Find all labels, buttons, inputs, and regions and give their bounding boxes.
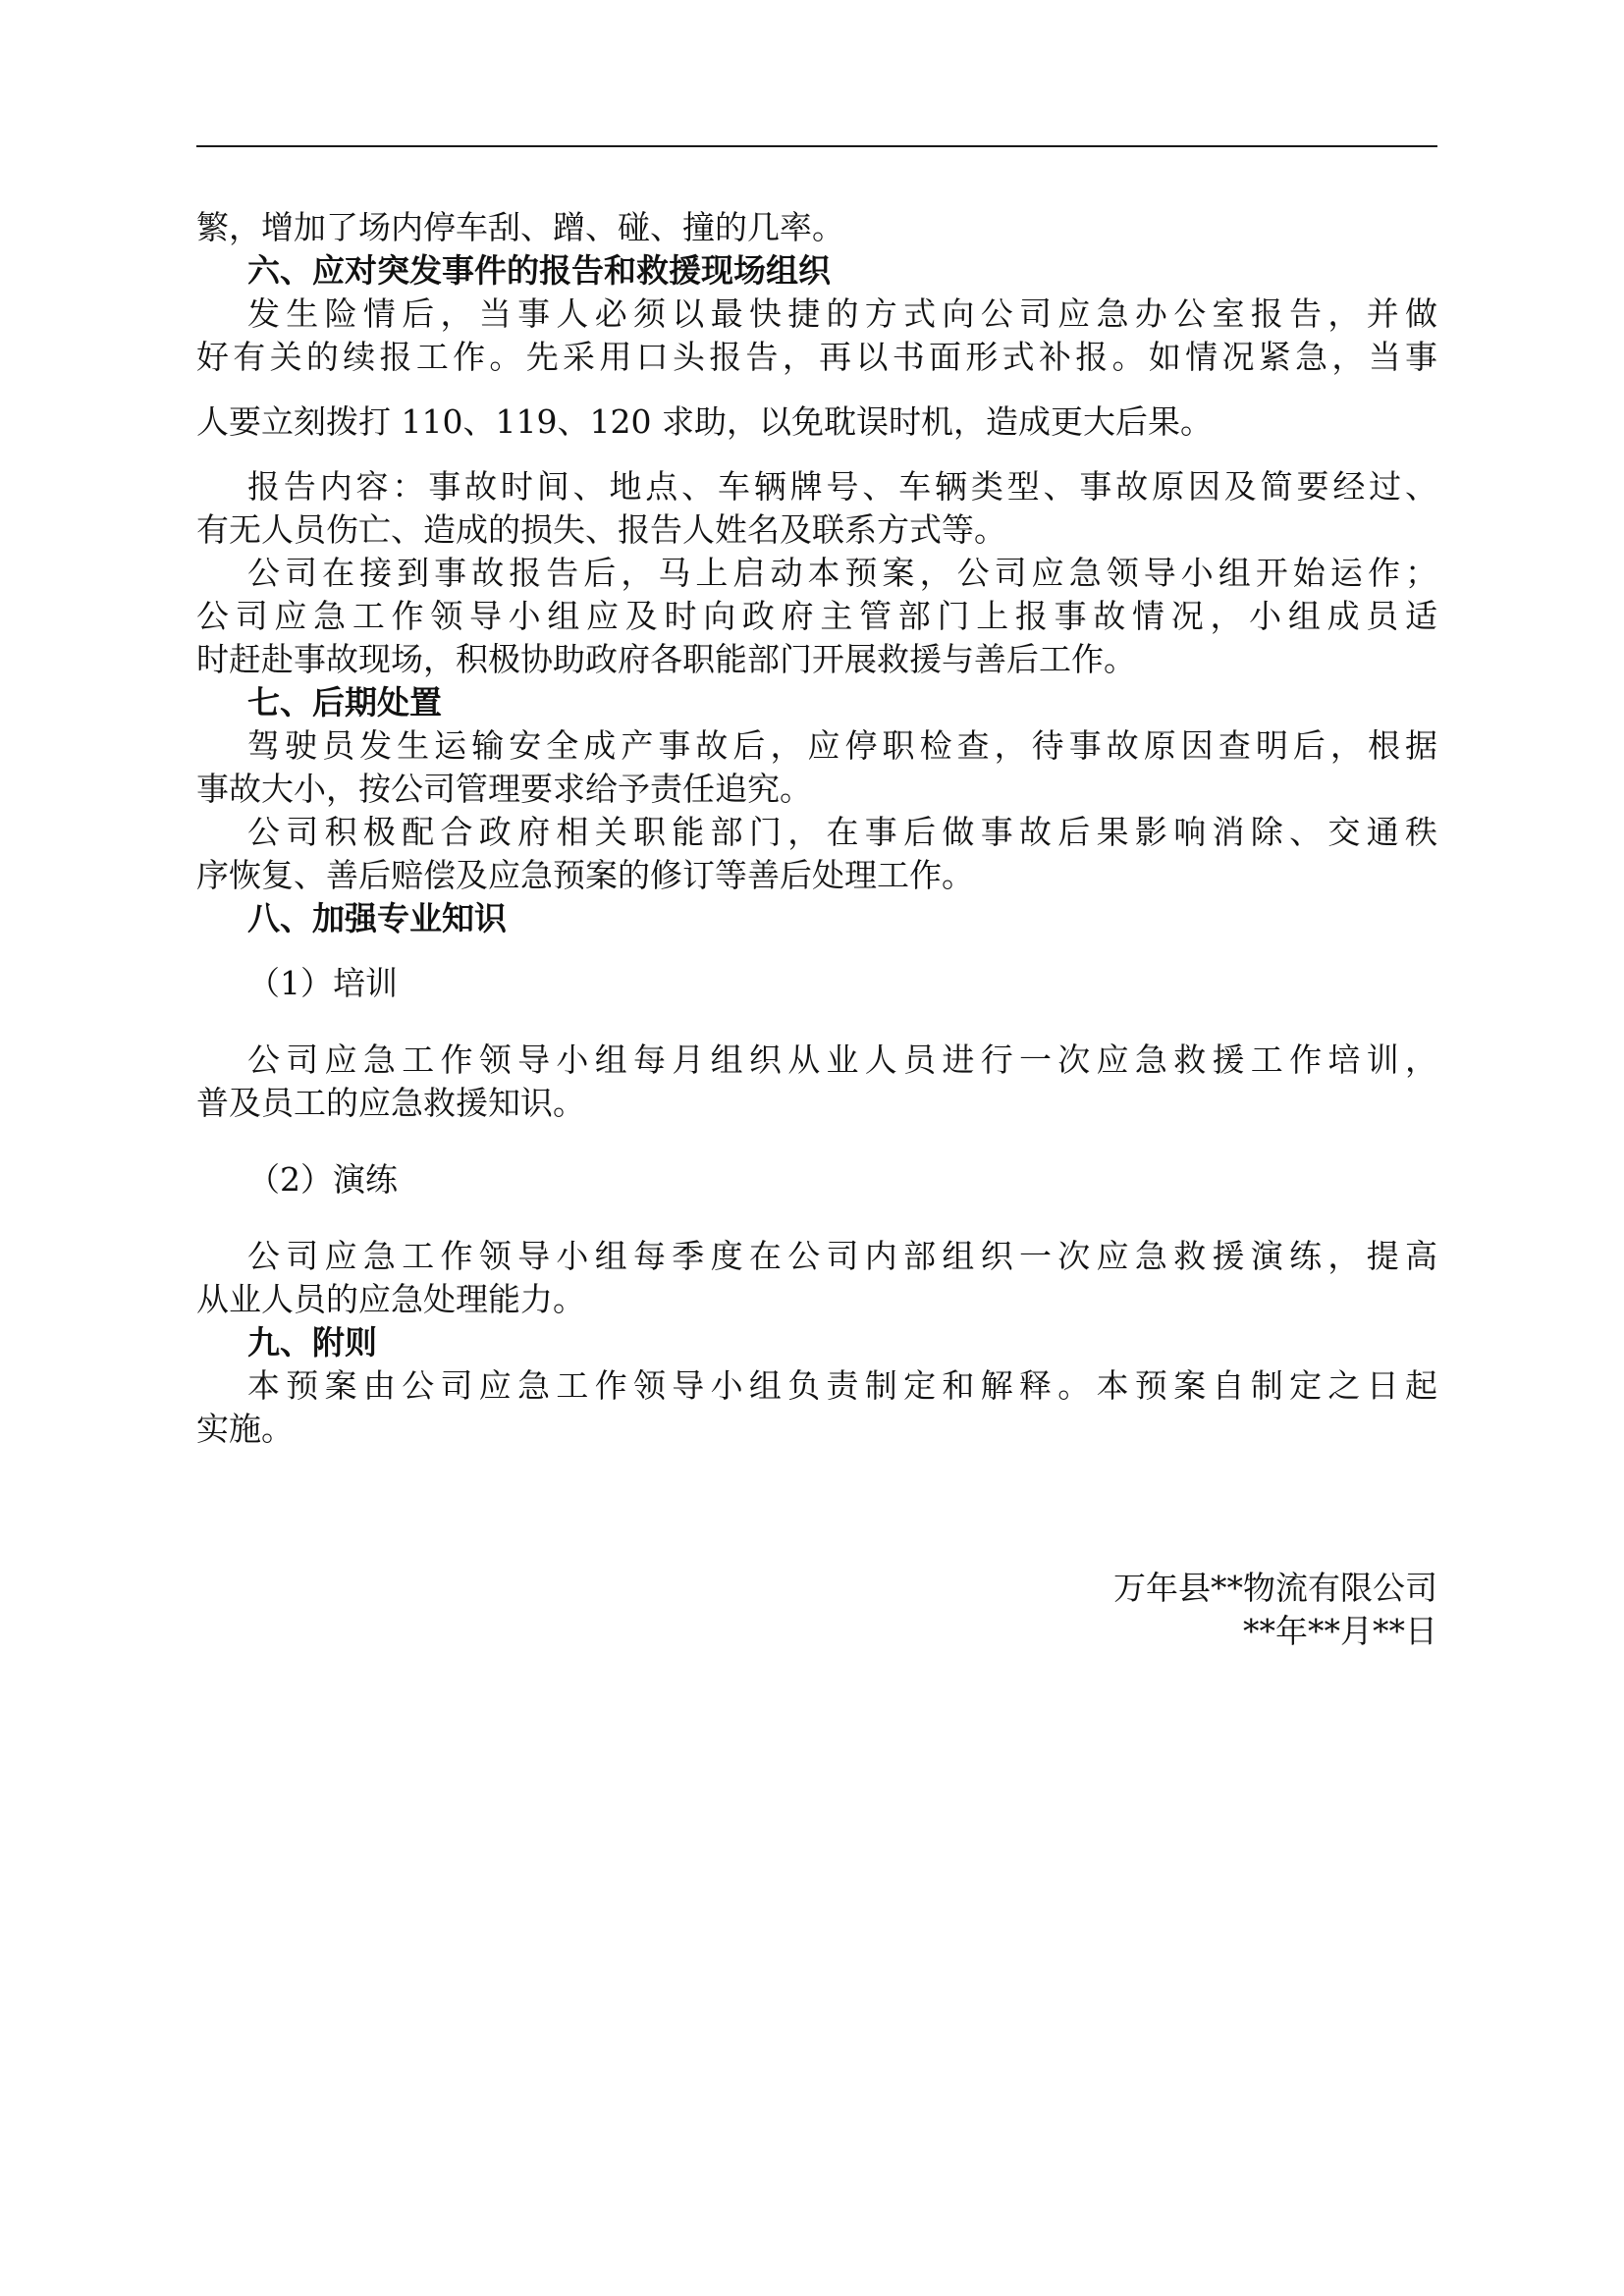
- paragraph-line: 实施。: [196, 1410, 294, 1448]
- paragraph-line: 报告内容：事故时间、地点、车辆牌号、车辆类型、事故原因及简要经过、: [247, 467, 1437, 506]
- paragraph-8-1: [196, 1039, 1437, 1125]
- paragraph-line: 公司积极配合政府相关职能部门，在事后做事故后果影响消除、交通秩: [247, 813, 1437, 851]
- paragraph-line: 发生险情后，当事人必须以最快捷的方式向公司应急办公室报告，并做: [247, 294, 1437, 333]
- section-heading-9: 九、附则: [247, 1323, 377, 1362]
- subsection-heading-drill: （2）演练: [247, 1160, 398, 1199]
- paragraph-6-3: [196, 552, 1437, 681]
- paragraph-line: 普及员工的应急救援知识。: [196, 1084, 585, 1122]
- header-rule: [196, 145, 1437, 147]
- paragraph-7-2: [196, 811, 1437, 897]
- paragraph-line: 序恢复、善后赔偿及应急预案的修订等善后处理工作。: [196, 856, 974, 894]
- paragraph-line: 时赶赴事故现场，积极协助政府各职能部门开展救援与善后工作。: [196, 640, 1136, 678]
- paragraph-line: 公司应急工作领导小组应及时向政府主管部门上报事故情况，小组成员适: [196, 597, 1437, 635]
- paragraph-line: 有无人员伤亡、造成的损失、报告人姓名及联系方式等。: [196, 510, 1006, 549]
- subsection-heading-training: （1）培训: [247, 964, 398, 1002]
- paragraph-line: 驾驶员发生运输安全成产事故后，应停职检查，待事故原因查明后，根据: [247, 726, 1437, 765]
- paragraph-9-1: [196, 1364, 1437, 1451]
- paragraph-6-2: [196, 465, 1437, 552]
- section-heading-7: 七、后期处置: [247, 683, 442, 721]
- section-heading-6: 六、应对突发事件的报告和救援现场组织: [247, 251, 831, 290]
- paragraph-line: 本预案由公司应急工作领导小组负责制定和解释。本预案自制定之日起: [247, 1366, 1437, 1405]
- paragraph-line: 好有关的续报工作。先采用口头报告，再以书面形式补报。如情况紧急，当事: [196, 338, 1437, 376]
- paragraph-line: 事故大小，按公司管理要求给予责任追究。: [196, 770, 812, 808]
- paragraph-line: 公司应急工作领导小组每月组织从业人员进行一次应急救援工作培训，: [247, 1041, 1437, 1079]
- paragraph-7-1: [196, 724, 1437, 811]
- paragraph-continued: 繁，增加了场内停车刮、蹭、碰、撞的几率。: [196, 208, 844, 246]
- company-name: 万年县**物流有限公司: [1113, 1569, 1437, 1607]
- paragraph-8-2: [196, 1235, 1437, 1321]
- paragraph-6-1: [196, 293, 1437, 444]
- signature-block: [1113, 1567, 1437, 1653]
- paragraph-line: 公司在接到事故报告后，马上启动本预案，公司应急领导小组开始运作；: [247, 554, 1437, 592]
- section-heading-8: 八、加强专业知识: [247, 899, 507, 937]
- signature-date: **年**月**日: [1243, 1612, 1437, 1650]
- paragraph-line: 从业人员的应急处理能力。: [196, 1280, 585, 1318]
- paragraph-line: 人要立刻拨打 110、119、120 求助，以免耽误时机，造成更大后果。: [196, 402, 1213, 441]
- paragraph-line: 公司应急工作领导小组每季度在公司内部组织一次应急救援演练，提高: [247, 1237, 1437, 1275]
- document-body: [196, 206, 1437, 1451]
